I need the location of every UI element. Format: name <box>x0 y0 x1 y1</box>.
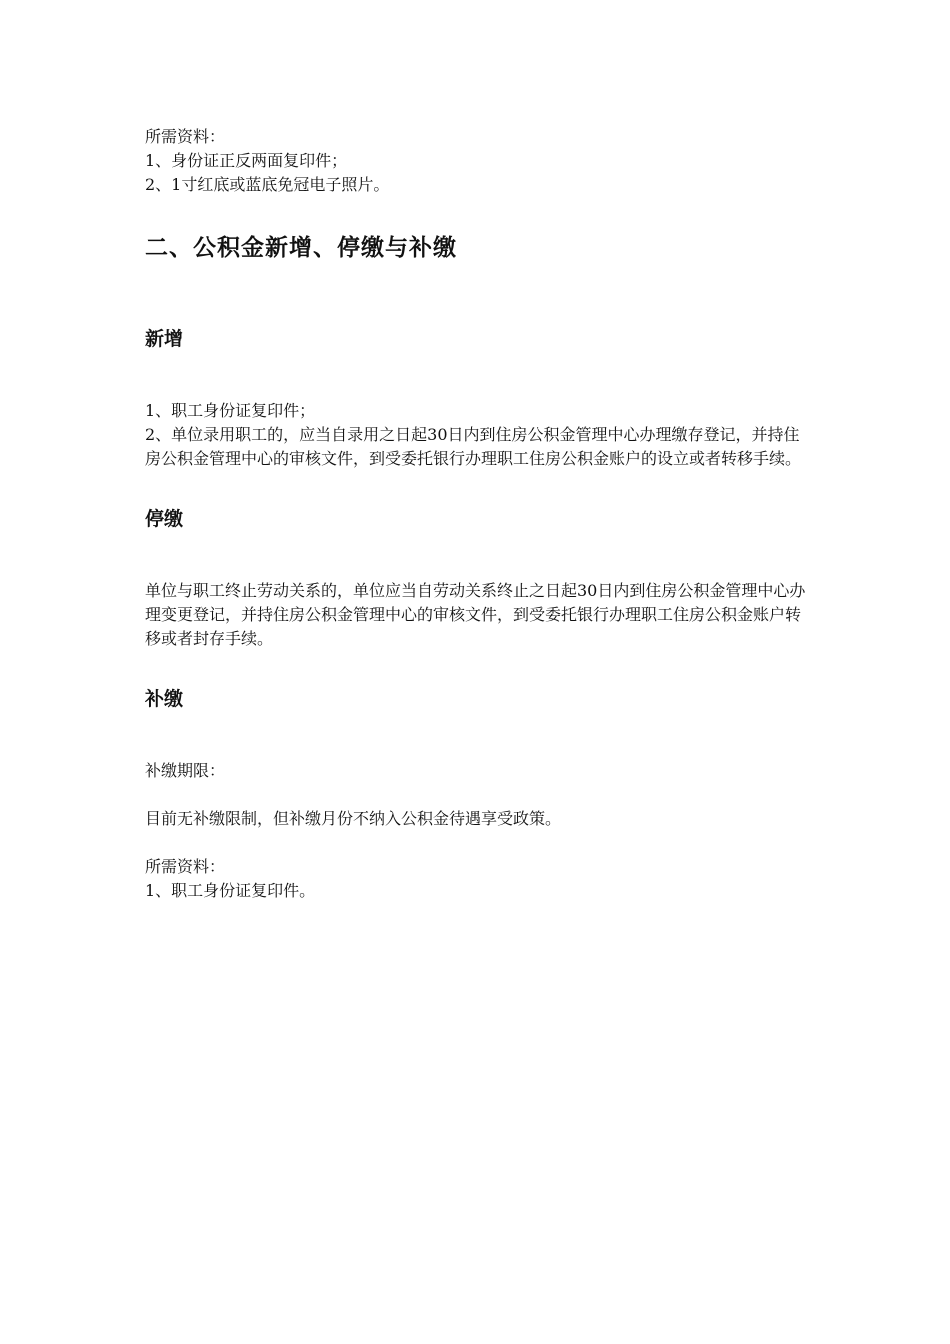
materials-label: 所需资料： <box>145 127 226 146</box>
subsection-title-stop: 停缴 <box>145 508 184 530</box>
section-title: 二、公积金新增、停缴与补缴 <box>145 235 457 261</box>
add-item-1: 1、职工身份证复印件； <box>145 401 316 420</box>
supplement-materials-item-1: 1、职工身份证复印件。 <box>145 881 316 900</box>
supplement-period-text: 目前无补缴限制，但补缴月份不纳入公积金待遇享受政策。 <box>145 809 562 828</box>
stop-text: 单位与职工终止劳动关系的，单位应当自劳动关系终止之日起30日内到住房公积金管理中心办理变更登记，并持住房公积金管理中心的审核文件，到受委托银行办理职工住房公积金账户转移或者封存手续。 <box>145 581 806 648</box>
subsection-title-add: 新增 <box>145 328 184 350</box>
supplement-period-label: 补缴期限： <box>145 761 226 780</box>
supplement-materials-label: 所需资料： <box>145 857 226 876</box>
materials-item-2: 2、1寸红底或蓝底免冠电子照片。 <box>145 175 390 194</box>
add-item-2: 2、单位录用职工的，应当自录用之日起30日内到住房公积金管理中心办理缴存登记，并持住房公积金管理中心的审核文件，到受委托银行办理职工住房公积金账户的设立或者转移手续。 <box>145 425 802 468</box>
subsection-title-supplement: 补缴 <box>145 688 184 710</box>
document-page <box>145 125 810 903</box>
materials-item-1: 1、身份证正反两面复印件； <box>145 151 348 170</box>
